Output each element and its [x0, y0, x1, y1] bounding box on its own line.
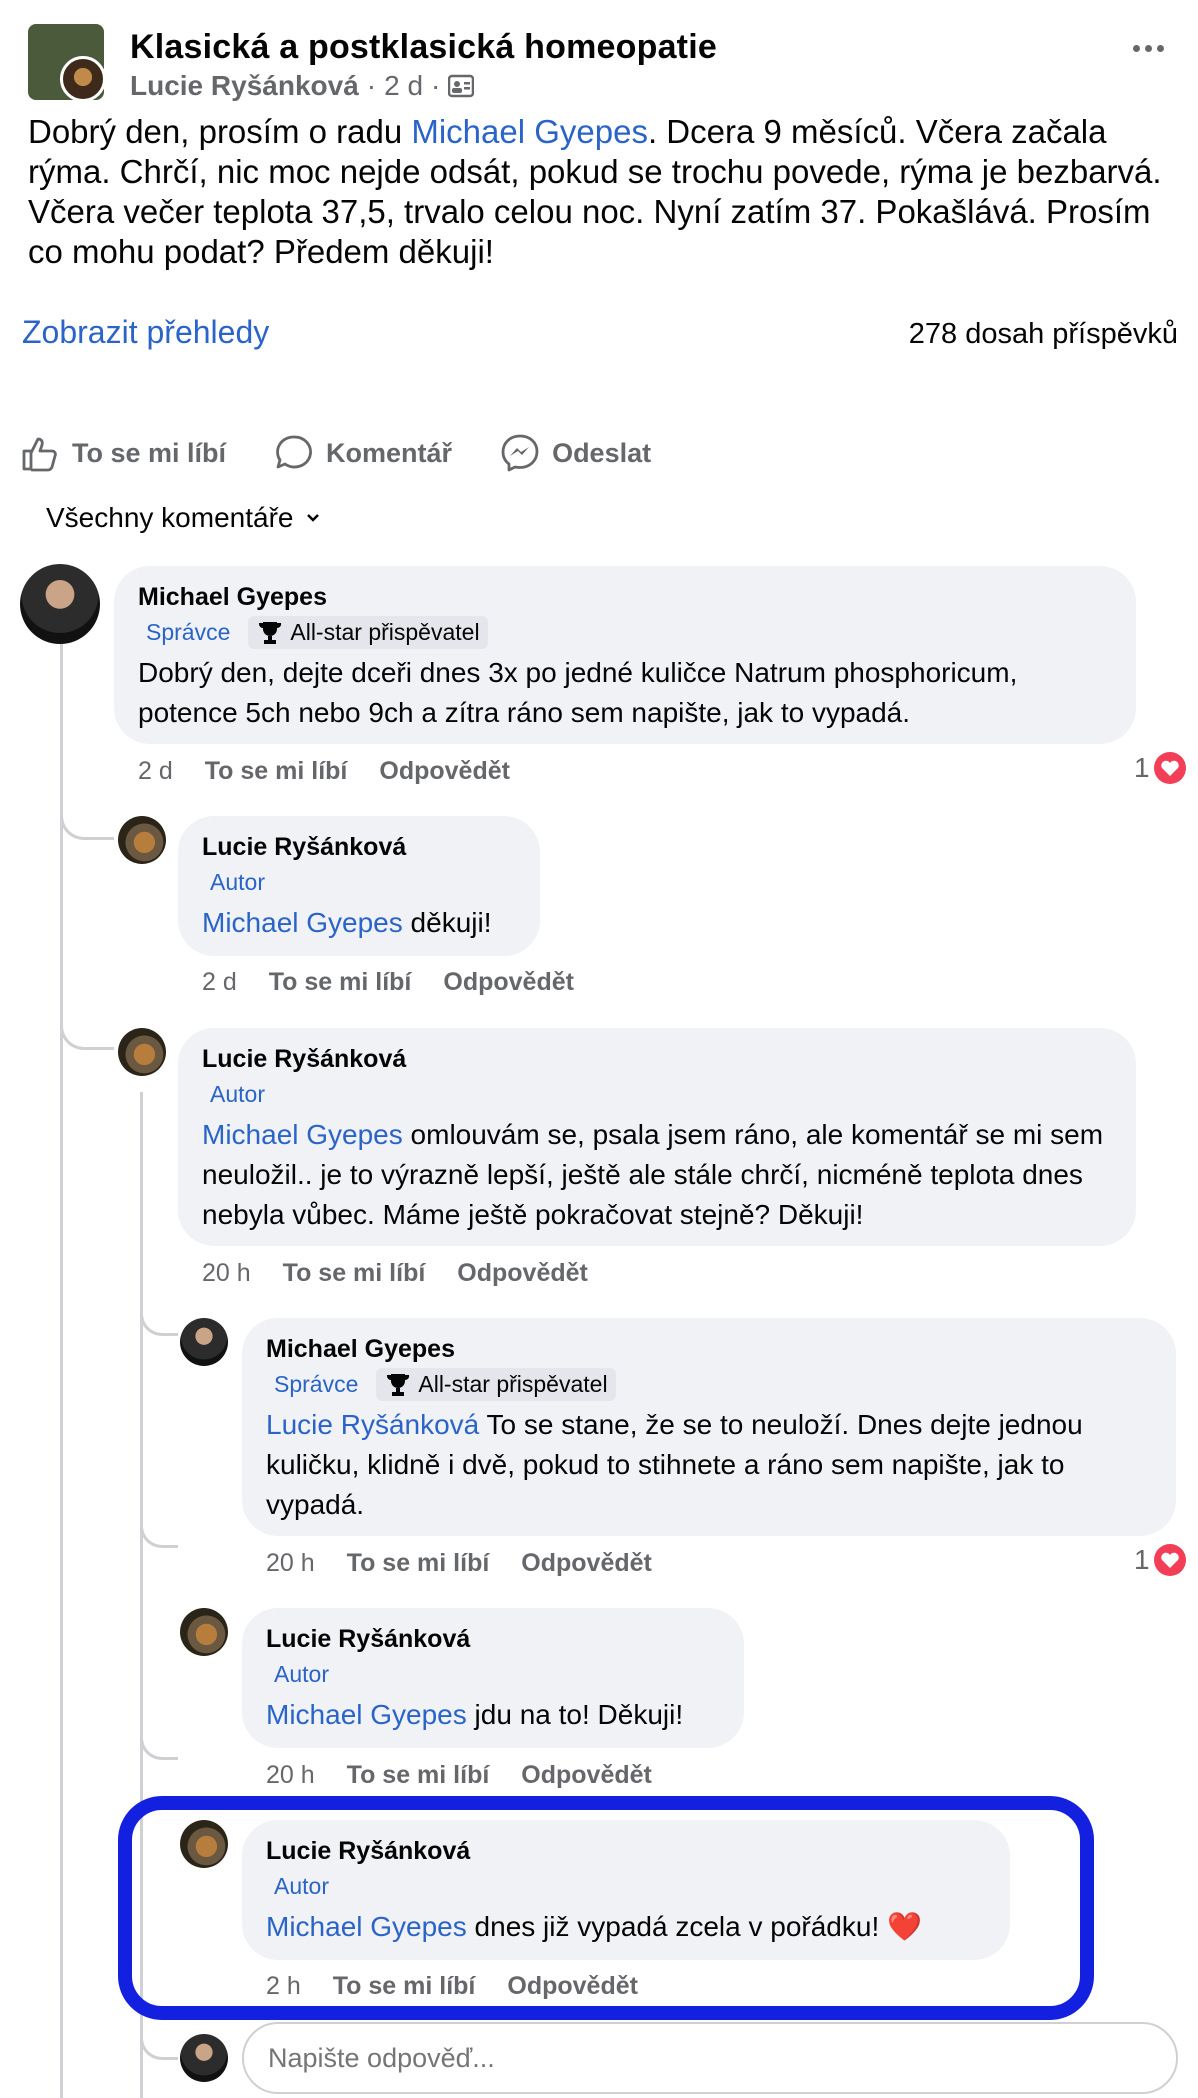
comment-footer — [266, 1549, 652, 1578]
mention-link[interactable]: Michael Gyepes — [202, 1119, 403, 1150]
role-badge[interactable]: Správce — [274, 1371, 359, 1397]
separator-dot: · — [366, 70, 377, 101]
comment-bubble — [178, 1028, 1136, 1246]
messenger-icon — [500, 433, 540, 473]
comment-author[interactable]: Lucie Ryšánková — [202, 833, 407, 861]
like-comment-button[interactable]: To se mi líbí — [332, 1972, 476, 2000]
avatar[interactable] — [118, 1028, 166, 1076]
like-comment-button[interactable]: To se mi líbí — [346, 1549, 490, 1577]
trophy-icon — [256, 620, 284, 646]
thread-connector — [140, 1290, 178, 1336]
comment-text: Michael Gyepes omlouvám se, psala jsem ráno, ale komentář se mi sem neuložil.. je to výrazně lepší, ještě ale stále chrčí, nicméně teplota dnes nebyla vůbec. Máme ještě pokračovat stejně? Děkuji! — [202, 1119, 1104, 1230]
comment-time[interactable]: 20 h — [202, 1259, 251, 1287]
reply-button[interactable]: Odpovědět — [521, 1549, 652, 1577]
current-user-avatar — [180, 2034, 228, 2082]
mention-link[interactable]: Michael Gyepes — [266, 1699, 467, 1730]
author-badges — [266, 1368, 1152, 1401]
avatar[interactable] — [180, 1820, 228, 1868]
avatar[interactable] — [180, 1608, 228, 1656]
comment-bubble — [178, 816, 540, 956]
comment-time[interactable]: 2 d — [202, 968, 237, 996]
comment-footer — [202, 968, 574, 997]
role-badge[interactable]: Autor — [210, 1081, 265, 1107]
heart-icon — [1154, 1544, 1186, 1576]
like-button[interactable]: To se mi líbí — [20, 433, 226, 473]
comment-button[interactable]: Komentář — [274, 433, 452, 473]
like-comment-button[interactable]: To se mi líbí — [346, 1761, 490, 1789]
role-badge[interactable]: Autor — [210, 869, 265, 895]
reaction-count[interactable]: 1 — [1134, 752, 1186, 784]
reply-button[interactable]: Odpovědět — [507, 1972, 638, 2000]
thread-connector — [60, 1000, 114, 1050]
insights-link[interactable]: Zobrazit přehledy — [22, 314, 270, 350]
role-badge[interactable]: Autor — [274, 1873, 329, 1899]
comment-text: Michael Gyepes děkuji! — [202, 907, 492, 938]
like-comment-button[interactable]: To se mi líbí — [204, 757, 348, 785]
author-badges — [138, 616, 1112, 649]
comment-time[interactable]: 2 d — [138, 757, 173, 785]
reply-input[interactable] — [242, 2022, 1178, 2094]
comments-filter-dropdown[interactable]: Všechny komentáře — [46, 502, 321, 534]
reply-button[interactable]: Odpovědět — [443, 968, 574, 996]
comment-text: Michael Gyepes jdu na to! Děkuji! — [266, 1699, 684, 1730]
avatar[interactable] — [118, 816, 166, 864]
author-badges — [202, 866, 516, 899]
mention-link[interactable]: Michael Gyepes — [202, 907, 403, 938]
group-audience-icon — [448, 74, 474, 98]
post-meta — [130, 70, 474, 102]
comment-footer — [138, 757, 510, 786]
author-badges — [202, 1078, 1112, 1111]
comment-bubble — [242, 1820, 1010, 1960]
all-star-badge[interactable]: All-star přispěvatel — [376, 1368, 615, 1401]
role-badge[interactable]: Autor — [274, 1661, 329, 1687]
comment-author[interactable]: Michael Gyepes — [138, 583, 327, 611]
comment-bubble — [242, 1318, 1176, 1536]
comment-author[interactable]: Michael Gyepes — [266, 1335, 455, 1363]
reply-button[interactable]: Odpovědět — [457, 1259, 588, 1287]
comment-text: Michael Gyepes dnes již vypadá zcela v pořádku! ❤️ — [266, 1911, 922, 1942]
mention-link[interactable]: Lucie Ryšánková — [266, 1409, 480, 1440]
avatar[interactable] — [180, 1318, 228, 1366]
trophy-icon — [384, 1372, 412, 1398]
comment-footer — [266, 1761, 652, 1790]
reply-button[interactable]: Odpovědět — [521, 1761, 652, 1789]
comment-time[interactable]: 2 h — [266, 1972, 301, 2000]
comment-time[interactable]: 20 h — [266, 1549, 315, 1577]
thread-connector — [140, 1502, 178, 1548]
reaction-count[interactable]: 1 — [1134, 1544, 1186, 1576]
comment-bubble — [114, 566, 1136, 744]
comment-footer — [202, 1259, 588, 1288]
role-badge[interactable]: Správce — [146, 619, 231, 645]
comment-bubble — [242, 1608, 744, 1748]
send-button[interactable]: Odeslat — [500, 433, 651, 473]
author-badges — [266, 1658, 720, 1691]
thread-connector — [60, 790, 114, 840]
comment-text: Dobrý den, dejte dceři dnes 3x po jedné kuličce Natrum phosphoricum, potence 5ch nebo 9ch a zítra ráno sem napište, jak to vypadá. — [138, 657, 1018, 728]
comment-author[interactable]: Lucie Ryšánková — [202, 1045, 407, 1073]
author-badges — [266, 1870, 986, 1903]
all-star-badge[interactable]: All-star přispěvatel — [248, 616, 487, 649]
mention-link[interactable]: Michael Gyepes — [266, 1911, 467, 1942]
reply-button[interactable]: Odpovědět — [379, 757, 510, 785]
more-options-icon[interactable] — [1124, 28, 1172, 68]
like-comment-button[interactable]: To se mi líbí — [282, 1259, 426, 1287]
author-avatar[interactable] — [60, 56, 104, 100]
mention-link[interactable]: Michael Gyepes — [411, 113, 648, 150]
heart-icon — [1154, 752, 1186, 784]
avatar[interactable] — [20, 564, 100, 644]
chevron-down-icon — [305, 512, 321, 524]
post-author[interactable]: Lucie Ryšánková — [130, 70, 359, 101]
comment-footer — [266, 1972, 638, 2001]
thread-connector — [140, 1714, 178, 1760]
thread-line — [60, 644, 63, 2098]
group-title[interactable]: Klasická a postklasická homeopatie — [130, 28, 717, 66]
post-time[interactable]: 2 d — [384, 70, 424, 101]
comment-text: Lucie Ryšánková To se stane, že se to neuloží. Dnes dejte jednou kuličku, klidně i dvě, pokud to stihnete a ráno sem napište, jak to vypadá. — [266, 1409, 1083, 1520]
like-comment-button[interactable]: To se mi líbí — [268, 968, 412, 996]
comment-author[interactable]: Lucie Ryšánková — [266, 1837, 471, 1865]
post-reach: 278 dosah příspěvků — [908, 318, 1178, 350]
comment-author[interactable]: Lucie Ryšánková — [266, 1625, 471, 1653]
post-actions-bar — [20, 428, 1180, 478]
comment-icon — [274, 433, 314, 473]
comment-time[interactable]: 20 h — [266, 1761, 315, 1789]
post-text: Dobrý den, prosím o radu Michael Gyepes. Dcera 9 měsíců. Včera začala rýma. Chrčí, nic moc nejde odsát, pokud se trochu povede, rýma je bezbarvá. Včera večer teplota 37,5, trvalo celou noc. Nyní zatím 37. Pokašlává. Prosím co mohu podat? Předem děkuji! — [28, 113, 1162, 270]
separator-dot: · — [431, 70, 441, 101]
group-avatar[interactable] — [28, 24, 104, 100]
thumbs-up-icon — [20, 433, 60, 473]
